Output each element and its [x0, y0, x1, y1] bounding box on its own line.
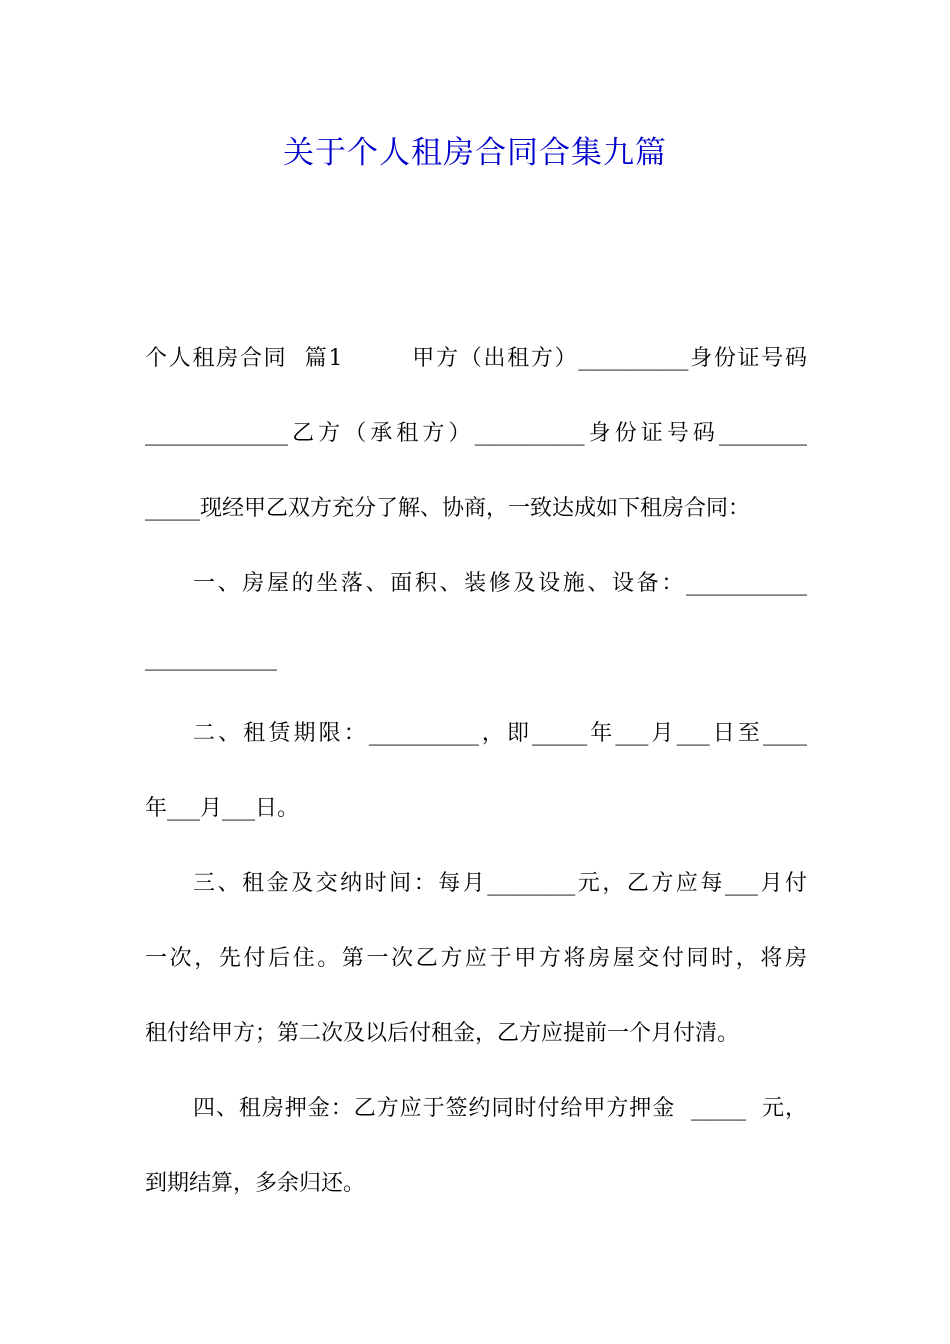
clause-4-line-2: 到期结算，多余归还。	[145, 1171, 366, 1196]
clause-2-line-2: 年___月___日。	[145, 796, 300, 821]
clause-2-line-1: 二、租赁期限：__________，即_____年___月___日至____	[193, 721, 807, 746]
document-title: 关于个人租房合同合集九篇	[283, 135, 667, 171]
paragraph-line-parties: 个人租房合同 篇1 甲方（出租方）__________身份证号码	[145, 346, 807, 371]
clause-1-line-1: 一、房屋的坐落、面积、装修及设施、设备：___________	[193, 571, 807, 596]
clause-3-line-3: 租付给甲方；第二次及以后付租金，乙方应提前一个月付清。	[145, 1021, 740, 1046]
clause-3-line-1: 三、租金及交纳时间：每月________元，乙方应每___月付	[193, 871, 807, 896]
paragraph-line-agreement: _____现经甲乙双方充分了解、协商，一致达成如下租房合同：	[145, 496, 751, 521]
clause-1-line-2: ____________	[145, 646, 277, 671]
clause-3-line-2: 一次，先付后住。第一次乙方应于甲方将房屋交付同时，将房	[145, 946, 807, 971]
clause-4-line-1: 四、租房押金：乙方应于签约同时付给甲方押金 _____ 元，	[193, 1096, 807, 1121]
paragraph-line-lessee: _____________乙方（承租方）__________身份证号码________	[145, 421, 807, 446]
